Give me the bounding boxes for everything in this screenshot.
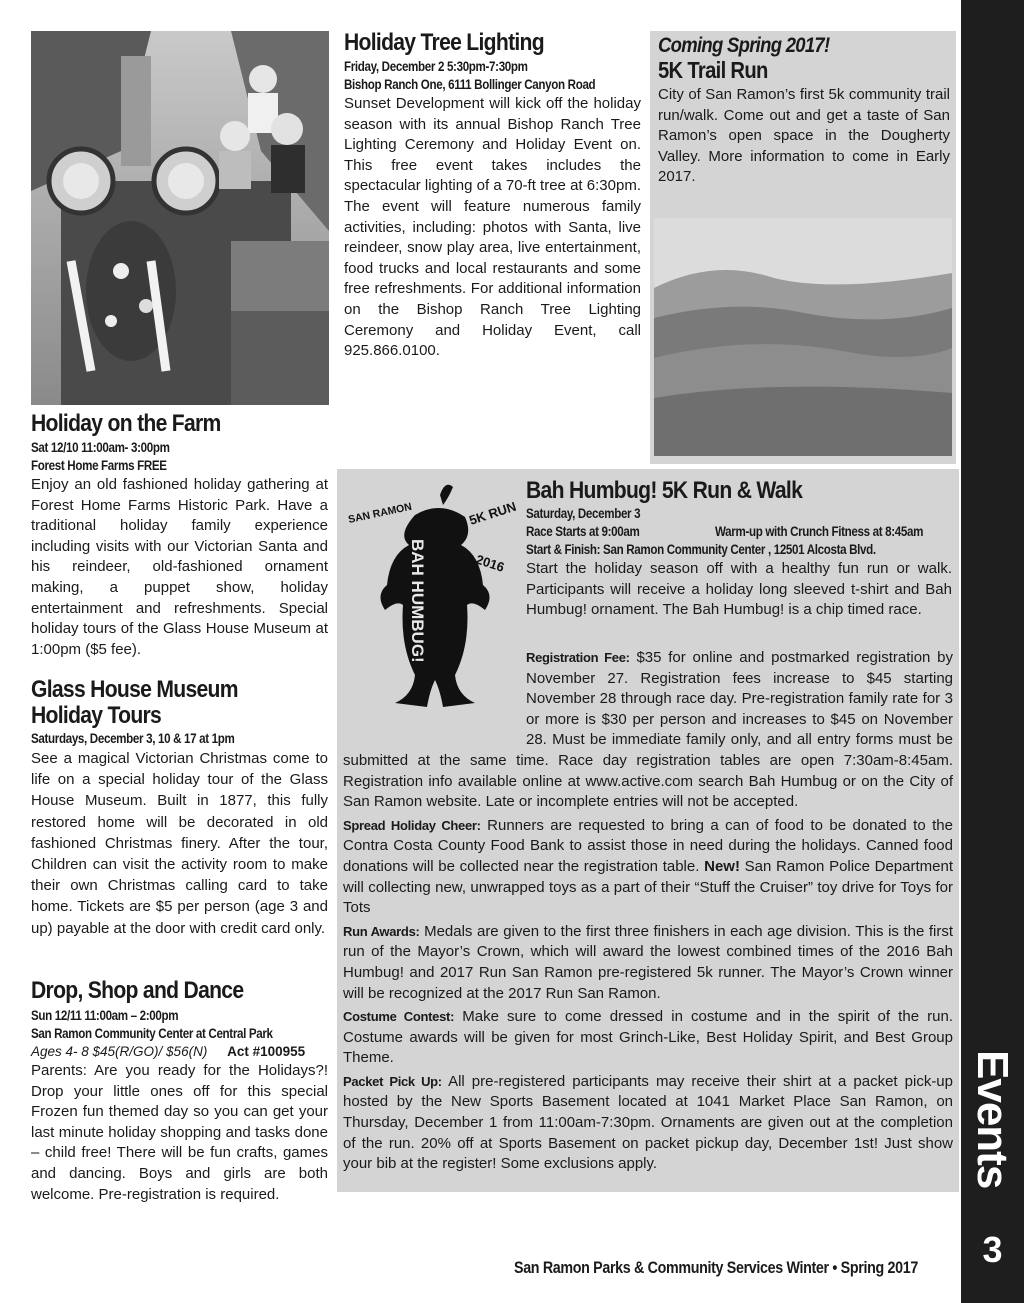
trail-photo-art [654, 218, 952, 456]
costume-paragraph [343, 1007, 953, 1069]
drop-shop-title: Drop, Shop and Dance [31, 977, 244, 1004]
farm-date: Sat 12/10 11:00am- 3:00pm [31, 440, 170, 455]
cheer-body-2: San Ramon Police Department will collecting new, unwrapped toys as a part of their “Stuff the Cruiser” toy drive for Toys for Tots [343, 857, 954, 917]
bah-humbug-date: Saturday, December 3 [526, 506, 641, 521]
costume-body: Make sure to come dressed in costume and in the spirit of the run. Costume awards will be given for most Grinch-Like, Best Holiday Spirit, and Best Group Theme. [343, 1008, 953, 1067]
awards-paragraph [343, 922, 953, 1004]
farm-body: Enjoy an old fashioned holiday gathering at Forest Home Farms Historic Park. Have a traditional holiday family experience including visits with our Victorian Santa and his reindeer, old-fashioned ornament making, a puppet show, holiday entertainment and refreshments. Special holiday tours of the Glass House Museum at 1:00pm ($5 fee). [31, 476, 328, 658]
trail-run-kicker: Coming Spring 2017! [658, 34, 830, 57]
awards-body: Medals are given to the first three finishers in each age division. This is the first run of the Mayor’s Crown, which will award the lowest combined times of the 2016 Bah Humbug! and 2017 Run San Ramon pre-registered 5k runner. The Mayor’s Crown winner will be recognized at the 2017 Run San Ramon. [343, 922, 953, 1002]
page-number: 3 [982, 1229, 1003, 1270]
tree-lighting-date: Friday, December 2 5:30pm-7:30pm [344, 59, 528, 74]
drop-shop-fee-row [31, 1043, 328, 1061]
bah-humbug-intro: Start the holiday season off with a healthy fun run or walk. Participants will receive a holiday long sleeved t-shirt and Bah Humbug! ornament. The Bah Humbug! is a chip timed race. [526, 560, 952, 619]
bah-humbug-race-start: Race Starts at 9:00am [526, 524, 640, 539]
footer-publication: San Ramon Parks & Community Services Winter • Spring 2017 [514, 1258, 918, 1277]
trail-run-box [650, 31, 956, 464]
farm-section [31, 411, 328, 660]
trail-run-body: City of San Ramon’s first 5k community trail run/walk. Come out and get a taste of San Ramon’s open space in the Dougherty Valley. More information to come in Early 2017. [658, 86, 950, 186]
packet-paragraph [343, 1072, 953, 1175]
farm-location: Forest Home Farms FREE [31, 458, 167, 473]
cheer-label: Spread Holiday Cheer: [343, 817, 481, 833]
tree-lighting-section [344, 30, 641, 362]
bah-humbug-time-row [526, 523, 952, 541]
drop-shop-ages: Ages 4- 8 $45(R/GO)/ $56(N) [31, 1044, 208, 1059]
tree-lighting-body: Sunset Development will kick off the holiday season with its annual Bishop Ranch Tree Lighting Ceremony and Holiday Event on. This free event takes includes the spectacular lighting of a 70-ft tree at 6:30pm. The event will feature numerous family activities, including: photos with Santa, live reindeer, snow play area, live entertainment, food trucks and local restaurants and some free refreshments. For additional information on the Bishop Ranch Tree Lighting Ceremony and Holiday Event, call 925.866.0100. [344, 95, 641, 360]
cheer-paragraph [343, 816, 953, 919]
bah-humbug-header [526, 478, 952, 621]
tree-lighting-location: Bishop Ranch One, 6111 Bollinger Canyon Road [344, 77, 596, 92]
bah-humbug-start-finish: Start & Finish: San Ramon Community Center , 12501 Alcosta Blvd. [526, 542, 876, 557]
events-sidebar [961, 0, 1024, 1303]
trail-run-title: 5K Trail Run [658, 57, 768, 83]
drop-shop-section [31, 978, 328, 1205]
farm-title: Holiday on the Farm [31, 410, 221, 437]
bah-humbug-title: Bah Humbug! 5K Run & Walk [526, 477, 803, 504]
glass-house-date: Saturdays, December 3, 10 & 17 at 1pm [31, 731, 235, 746]
sidebar-section-label: Events [968, 1050, 1017, 1189]
logo-san-ramon-text: SAN RAMON [347, 500, 413, 526]
glass-house-body: See a magical Victorian Christmas come to life on a special holiday tour of the Glass House Museum. Built in 1877, this fully restored home will be decorated in old fashioned Christmas finery. After the tour, Children can visit the activity room to make their own Christmas calling card to take home. Tickets are $5 per person (age 3 and up) payable at the door with credit card only. [31, 750, 328, 937]
tractor-photo-art [31, 31, 329, 405]
drop-shop-location: San Ramon Community Center at Central Park [31, 1026, 273, 1041]
glass-house-title-line1: Glass House Museum [31, 676, 238, 703]
glass-house-section [31, 677, 328, 939]
registration-body: $35 for online and postmarked registration by November 27. Registration fees increase to $45 starting November 28 through race day. Pre-registration family rate for 3 or more is $30 per person and increases to $45 on November 28. Must be immediate family only, and all entry forms must be submitted at the same time. Race day registration tables are open 7:30am-8:45am. Registration info available online at www.active.com search Bah Humbug or on the City of San Ramon website. Late or incomplete entries will not be accepted. [343, 649, 954, 811]
packet-body: All pre-registered participants may receive their shirt at a packet pick-up hosted by the New Sports Basement located at 1041 Market Place San Ramon, on Thursday, December 1 from 11:00am-7:30pm. Ornaments are given out at the completion of the run. 20% off at Sports Basement on packet pickup day, December 1st! Just show your bib at the register! Some exclusions apply. [343, 1072, 953, 1173]
awards-label: Run Awards: [343, 923, 420, 939]
glass-house-title-line2: Holiday Tours [31, 702, 162, 729]
trail-photo [654, 218, 952, 456]
logo-5k-run-text: 5K RUN [467, 498, 518, 528]
cheer-body: Runners are requested to bring a can of food to be donated to the Contra Costa County Food Bank to assist those in need during the holidays. Canned food donations will be collected near the registration table. [343, 816, 953, 875]
drop-shop-date: Sun 12/11 11:00am – 2:00pm [31, 1008, 179, 1023]
registration-label: Registration Fee: [526, 650, 630, 665]
tree-lighting-title: Holiday Tree Lighting [344, 29, 544, 56]
bah-humbug-box [337, 469, 959, 1192]
logo-float-spacer [343, 648, 526, 739]
bah-humbug-details [343, 648, 953, 1175]
packet-label: Packet Pick Up: [343, 1073, 442, 1089]
costume-label: Costume Contest: [343, 1009, 455, 1025]
tractor-photo [31, 31, 329, 405]
cheer-new-tag: New! [704, 857, 740, 875]
logo-year-text: 2016 [474, 551, 507, 575]
drop-shop-activity: Act #100955 [227, 1044, 306, 1059]
logo-bah-humbug-text: BAH HUMBUG! [408, 539, 427, 663]
drop-shop-body: Parents: Are you ready for the Holidays?! Drop your little ones off for this special Frozen fun themed day so you can get your last minute holiday shopping and tasks done – child free! There will be fun crafts, games and dancing. Boys and girls are both welcome. Pre-registration is required. [31, 1062, 328, 1203]
bah-humbug-warmup: Warm-up with Crunch Fitness at 8:45am [715, 524, 924, 539]
